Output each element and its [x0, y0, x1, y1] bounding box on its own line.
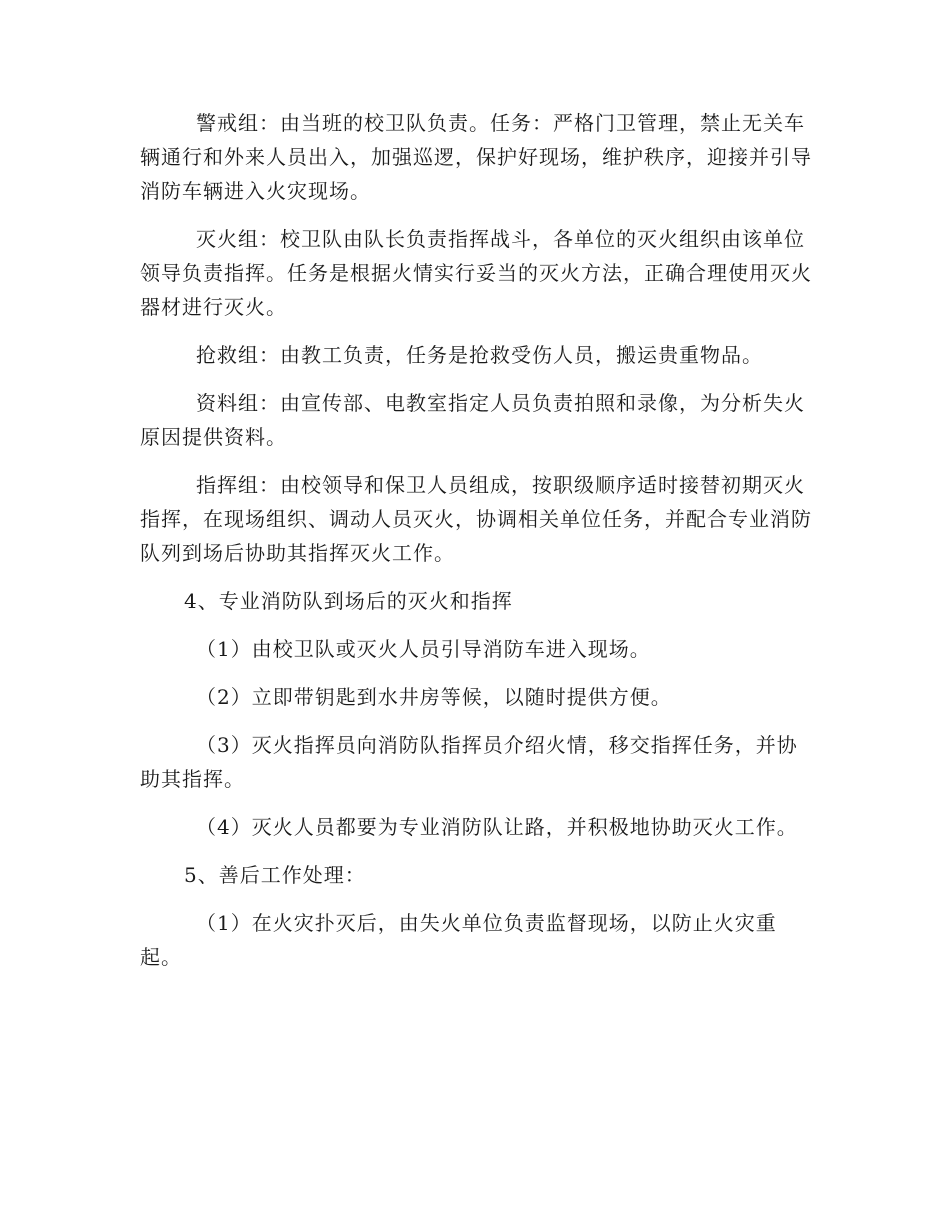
paragraph-firefighting-group: 灭火组：校卫队由队长负责指挥战斗，各单位的灭火组织由该单位领导负责指挥。任务是根据火情实行妥当的灭火方法，正确合理使用灭火器材进行灭火。 — [140, 227, 812, 319]
section-heading-4: 4、专业消防队到场后的灭火和指挥 — [184, 589, 513, 613]
list-item-4-2: （2）立即带钥匙到水井房等候，以随时提供方便。 — [196, 685, 672, 709]
paragraph-guard-group: 警戒组：由当班的校卫队负责。任务：严格门卫管理，禁止无关车辆通行和外来人员出入，加强巡逻，保护好现场，维护秩序，迎接并引导消防车辆进入火灾现场。 — [140, 111, 812, 203]
list-item-4-1: （1）由校卫队或灭火人员引导消防车进入现场。 — [196, 637, 651, 661]
paragraph-rescue-group: 抢救组：由教工负责，任务是抢救受伤人员，搬运贵重物品。 — [196, 343, 763, 367]
list-item-4-3: （3）灭火指挥员向消防队指挥员介绍火情，移交指挥任务，并协助其指挥。 — [140, 733, 798, 791]
section-heading-5: 5、善后工作处理： — [184, 863, 366, 887]
document-body — [140, 106, 812, 988]
paragraph-command-group: 指挥组：由校领导和保卫人员组成，按职级顺序适时接替初期灭火指挥，在现场组织、调动人员灭火，协调相关单位任务，并配合专业消防队列到场后协助其指挥灭火工作。 — [140, 473, 812, 565]
list-item-5-1: （1）在火灾扑灭后，由失火单位负责监督现场，以防止火灾重起。 — [140, 911, 777, 969]
paragraph-records-group: 资料组：由宣传部、电教室指定人员负责拍照和录像，为分析失火原因提供资料。 — [140, 391, 805, 449]
list-item-4-4: （4）灭火人员都要为专业消防队让路，并积极地协助灭火工作。 — [196, 815, 798, 839]
